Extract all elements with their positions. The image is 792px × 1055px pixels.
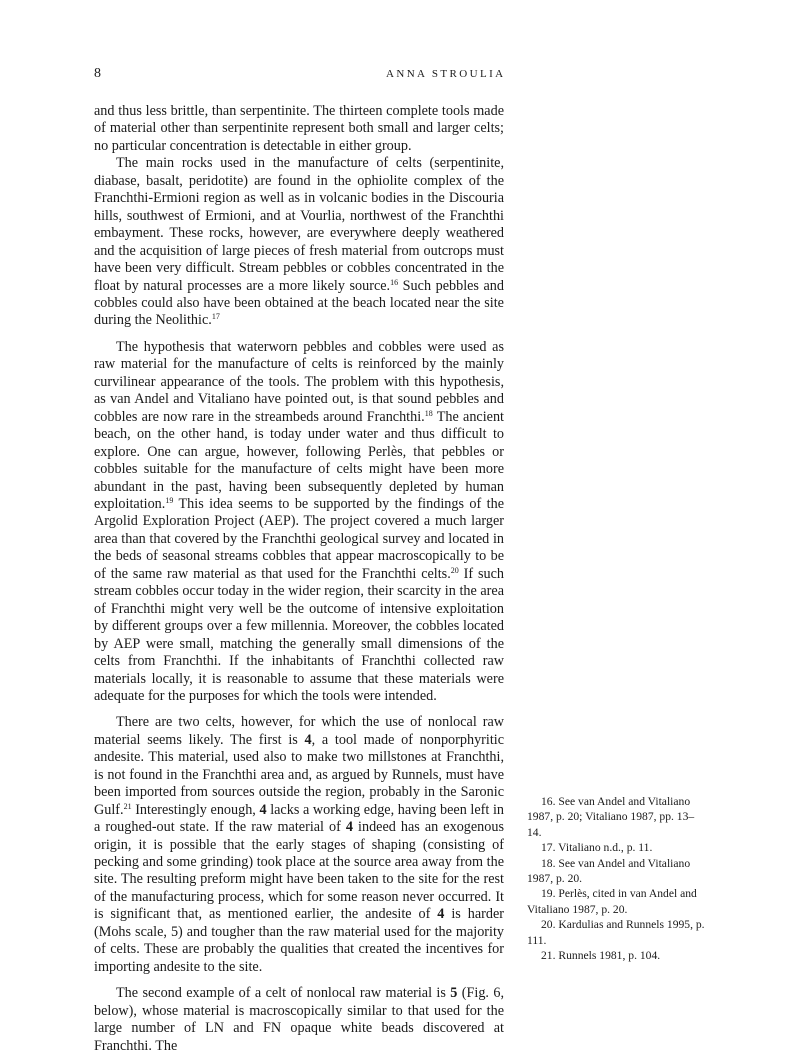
footnote-16: 16. See van Andel and Vitaliano 1987, p. 20; Vitaliano 1987, pp. 13–14. <box>527 795 695 839</box>
footnote-20: 20. Kardulias and Runnels 1995, p. 111. <box>527 918 705 947</box>
running-head: ANNA STROULIA <box>386 68 506 80</box>
paragraph-continued: and thus less brittle, than serpentinite. The thirteen complete tools made of material other than serpentinite represent both small and larger celts; no particular concentration is detectable in either group. <box>94 103 504 154</box>
footnote-ref-18[interactable]: 18 <box>424 408 433 418</box>
catalog-number: 4 <box>437 906 445 923</box>
page-number: 8 <box>94 66 101 81</box>
footnote-19: 19. Perlès, cited in van Andel and Vitaliano 1987, p. 20. <box>527 887 697 916</box>
catalog-number: 5 <box>450 985 458 1002</box>
footnote-21: 21. Runnels 1981, p. 104. <box>541 949 661 963</box>
paragraph-second-example: The second example of a celt of nonlocal raw material is 5 (Fig. 6, below), whose material is macroscopically similar to that used for the large number of LN and FN opaque white beads discovered at Franchthi. The <box>94 985 504 1054</box>
footnotes-column <box>527 794 705 963</box>
footnote-ref-21[interactable]: 21 <box>123 801 132 811</box>
catalog-number: 4 <box>304 731 312 748</box>
footnote-ref-20[interactable]: 20 <box>450 565 459 575</box>
footnote-ref-17[interactable]: 17 <box>211 312 220 322</box>
footnote-ref-19[interactable]: 19 <box>165 495 174 505</box>
footnote-17: 17. Vitaliano n.d., p. 11. <box>541 841 653 855</box>
footnote-18: 18. See van Andel and Vitaliano 1987, p. 20. <box>527 856 691 886</box>
paragraph-rock-sources: The main rocks used in the manufacture of celts (serpentinite, diabase, basalt, peridotite) are found in the ophiolite complex of the Franchthi-Ermioni region as well as in volcanic bodies in the Discouria hills, southwest of Ermioni, and at Vourlia, northwest of the Franchthi embayment. These rocks, however, are everywhere deeply weathered and the acquisition of large pieces of fresh material from outcrops must have been very difficult. Stream pebbles or cobbles concentrated in the float by natural processes are a more likely source.$^{16}$ Such pebbles and cobbles could also have been obtained at the beach located near the site during the Neolithic.$^{17}$ <box>94 155 504 329</box>
footnote-ref-16[interactable]: 16 <box>390 277 399 287</box>
paragraph-nonlocal-celts: There are two celts, however, for which the use of nonlocal raw material seems likely. The first is 4, a tool made of nonporphyritic andesite. This material, used also to make two millstones at Franchthi, is not found in the Franchthi area and, as argued by Runnels, must have been imported from sources outside the region, probably in the Saronic Gulf.$^{21}$ Interestingly enough, 4 lacks a working edge, having been left in a roughed-out state. If the raw material of 4 indeed has an exogenous origin, it is possible that the early stages of shaping (consisting of pecking and some grinding) took place at the source area away from the site. The resulting preform might have been taken to the site for the rest of the manufacturing process, which for some reason never occurred. It is significant that, as mentioned earlier, the andesite of 4 is harder (Mohs scale, 5) and tougher than the raw material used for the majority of celts. These are probably the qualities that created the incentives for importing andesite to the site. <box>94 714 505 975</box>
paragraph-waterworn-hypothesis: The hypothesis that waterworn pebbles and cobbles were used as raw material for the manufacture of celts is reinforced by the mainly curvilinear appearance of the tools. The problem with this hypothesis, as van Andel and Vitaliano have pointed out, is that sound pebbles and cobbles are now rare in the streambeds around Franchthi.$^{18}$ The ancient beach, on the other hand, is today under water and thus difficult to explore. One can argue, however, following Perlès, that pebbles or cobbles suitable for the manufacture of celts might have been more abundant in the past, having been subsequently depleted by human exploitation.$^{19}$ This idea seems to be supported by the findings of the Argolid Exploration Project (AEP). The project covered a much larger area than that covered by the Franchthi geological survey and located in the beds of seasonal streams cobbles that appear macroscopically to be of the same raw material as that used for the Franchthi celts.$^{20}$ If such stream cobbles occur today in the wider region, their scarcity in the area of Franchthi might very well be the outcome of intensive exploitation by different groups over a few millennia. Moreover, the cobbles located by AEP were small, matching the generally small dimensions of the celts from Franchthi. If the inhabitants of Franchthi collected raw materials locally, it is reasonable to assume that these materials were adequate for the purposes for which the tools were intended. <box>94 338 504 704</box>
catalog-number: 4 <box>345 819 353 836</box>
main-text-column <box>94 103 504 1055</box>
catalog-number: 4 <box>259 801 267 818</box>
